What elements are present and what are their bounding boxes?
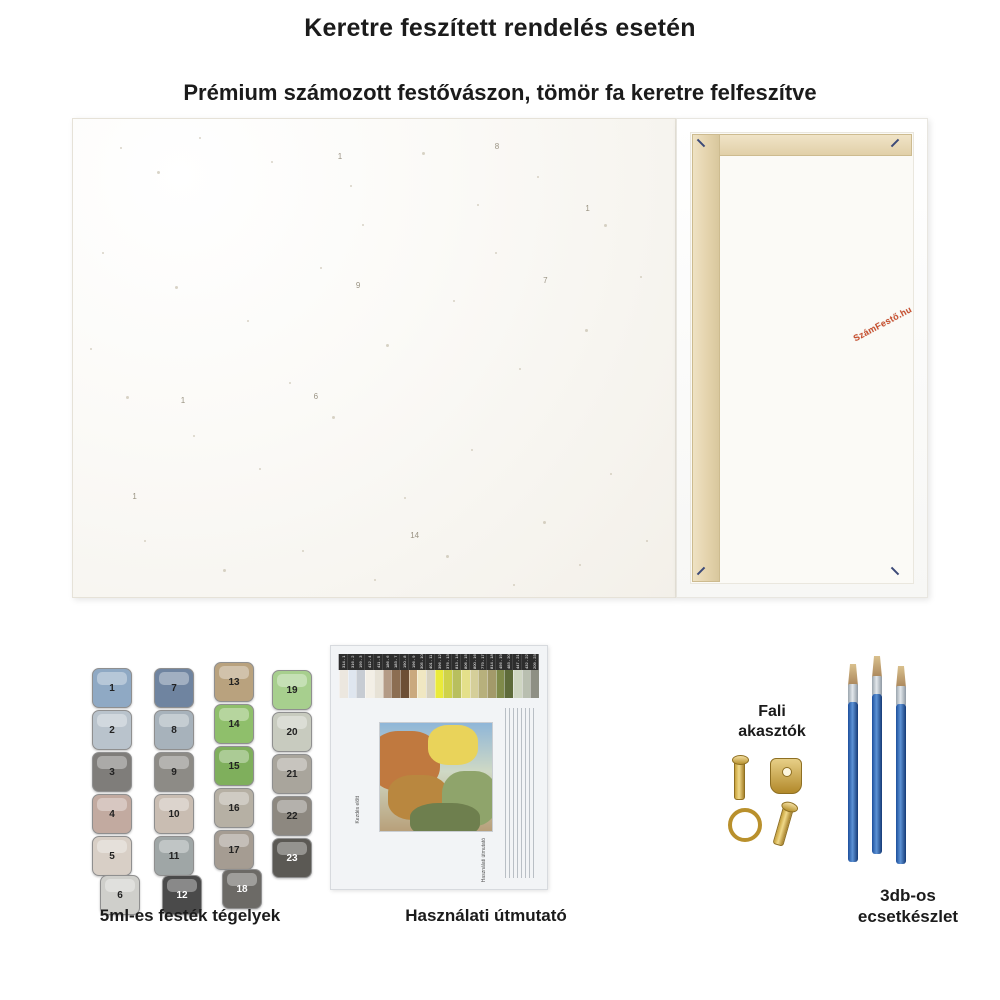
paint-pot-label: 22 — [286, 810, 298, 822]
paint-pot-label: 11 — [168, 850, 180, 862]
paint-pot — [214, 830, 254, 870]
caption-hangers-line1: Fali — [758, 703, 786, 720]
paint-pot — [214, 662, 254, 702]
swatch-code: 411 - 5 — [375, 655, 381, 669]
paint-pot-label: 14 — [228, 718, 240, 730]
swatch-code: 447 - 21 — [514, 654, 520, 670]
stretcher-bar-left — [692, 134, 720, 582]
paint-pot — [92, 752, 132, 792]
swatch-code: 186 - 6 — [384, 655, 390, 669]
frame-back-panel — [690, 132, 914, 584]
swatch-code: 456 - 19 — [497, 654, 503, 670]
paint-pot — [154, 710, 194, 750]
swatch-code: 305 - 10 — [419, 654, 425, 670]
swatch-code: 814 - 18 — [488, 654, 494, 670]
canvas-number: 9 — [355, 281, 361, 291]
caption-manual: Használati útmutató — [405, 906, 567, 925]
paint-pot — [214, 788, 254, 828]
paint-pot — [214, 746, 254, 786]
canvas-number: 1 — [585, 204, 590, 214]
brand-logo: SzámFestő.hu — [851, 304, 914, 344]
canvas-number: 14 — [410, 530, 420, 540]
hanger-plate — [770, 758, 802, 794]
swatch-code: 199 - 3 — [358, 655, 364, 669]
color-swatch-bar — [339, 654, 539, 698]
canvas-number: 6 — [313, 391, 319, 401]
caption-hangers — [712, 702, 832, 742]
paint-pot-label: 9 — [171, 766, 177, 778]
page-title: Keretre feszített rendelés esetén — [304, 14, 696, 42]
swatch-code: 196 - 9 — [410, 655, 416, 669]
paint-pot-label: 18 — [236, 883, 248, 895]
swatch-code: 183 - 7 — [393, 655, 399, 669]
caption-brushes-line1: 3db-os — [880, 886, 936, 905]
paint-pot-label: 20 — [286, 726, 298, 738]
caption-hangers-line2: akasztók — [738, 723, 806, 740]
paint-pot — [154, 836, 194, 876]
canvas-number: 7 — [543, 276, 548, 286]
page-subtitle: Prémium számozott festővászon, tömör fa keretre felfeszítve — [183, 80, 817, 105]
paint-pot-label: 1 — [109, 682, 115, 694]
canvas-back-image — [676, 118, 928, 598]
paint-pot — [272, 670, 312, 710]
swatch-code: 316 - 2 — [349, 655, 355, 669]
paint-pot-label: 4 — [109, 808, 115, 820]
swatch-code: 412 - 4 — [366, 655, 372, 669]
canvas-number: 1 — [132, 492, 137, 502]
swatch-code: 779 - 17 — [480, 654, 486, 670]
paint-pot-group — [78, 660, 308, 901]
paint-pot-label: 5 — [109, 850, 115, 862]
paint-pot — [272, 754, 312, 794]
paint-pot — [154, 752, 194, 792]
paint-pot-label: 23 — [286, 852, 298, 864]
paint-pot-label: 7 — [171, 682, 177, 694]
brush-set — [848, 652, 918, 862]
paint-pot-label: 3 — [109, 766, 115, 778]
swatch-code: 813 - 14 — [453, 654, 459, 670]
paint-pot — [154, 668, 194, 708]
swatch-code: 483 - 20 — [506, 654, 512, 670]
stretcher-bar-top — [692, 134, 912, 156]
manual-body-text — [503, 708, 537, 878]
paint-pot — [92, 794, 132, 834]
swatch-code: 800 - 16 — [471, 654, 477, 670]
product-photo — [72, 118, 928, 598]
paint-pot — [154, 794, 194, 834]
screw-icon — [772, 803, 794, 846]
paint-pot-label: 17 — [228, 844, 240, 856]
screw-icon — [734, 758, 745, 800]
paint-pot — [92, 836, 132, 876]
swatch-code: 401 - 11 — [427, 654, 433, 670]
swatch-code: 396 - 12 — [436, 654, 442, 670]
paint-pot-label: 12 — [176, 889, 188, 901]
swatch-code: 190 - 8 — [401, 655, 407, 669]
paint-pot — [92, 668, 132, 708]
paint-pot-label: 6 — [117, 889, 123, 901]
paint-pot — [92, 710, 132, 750]
swatch-code: 376 - 13 — [445, 654, 451, 670]
swatch-code: 432 - 22 — [523, 654, 529, 670]
manual-preview-image — [379, 722, 493, 832]
paint-pot-label: 19 — [286, 684, 298, 696]
canvas-front-image — [72, 118, 676, 598]
manual-bottom-label: Használati útmutató — [481, 838, 487, 883]
canvas-number: 1 — [180, 396, 186, 406]
paint-pot — [272, 838, 312, 878]
paint-pot — [214, 704, 254, 744]
paint-pot-label: 15 — [228, 760, 240, 772]
d-ring-hanger — [728, 808, 762, 842]
instruction-manual — [330, 645, 548, 890]
caption-brushes — [828, 885, 988, 928]
manual-side-label: Kezdés előtt — [355, 796, 361, 824]
paint-pot — [272, 796, 312, 836]
canvas-number: 1 — [337, 151, 343, 161]
caption-brushes-line2: ecsetkészlet — [857, 907, 959, 927]
paint-pot — [222, 869, 262, 909]
paint-pot — [272, 712, 312, 752]
paint-pot-label: 21 — [286, 768, 298, 780]
paint-pot-label: 10 — [168, 808, 180, 820]
paint-pot-label: 2 — [109, 724, 115, 736]
swatch-code: 314 - 1 — [340, 655, 346, 669]
swatch-code: 209 - 23 — [532, 654, 538, 670]
canvas-number: 8 — [494, 142, 500, 151]
swatch-code: 806 - 15 — [462, 654, 468, 670]
paint-pot-label: 8 — [171, 724, 177, 736]
caption-paint-pots: 5ml-es festék tégelyek — [99, 906, 281, 925]
paint-pot-label: 13 — [228, 676, 240, 688]
paint-pot-label: 16 — [228, 802, 240, 814]
